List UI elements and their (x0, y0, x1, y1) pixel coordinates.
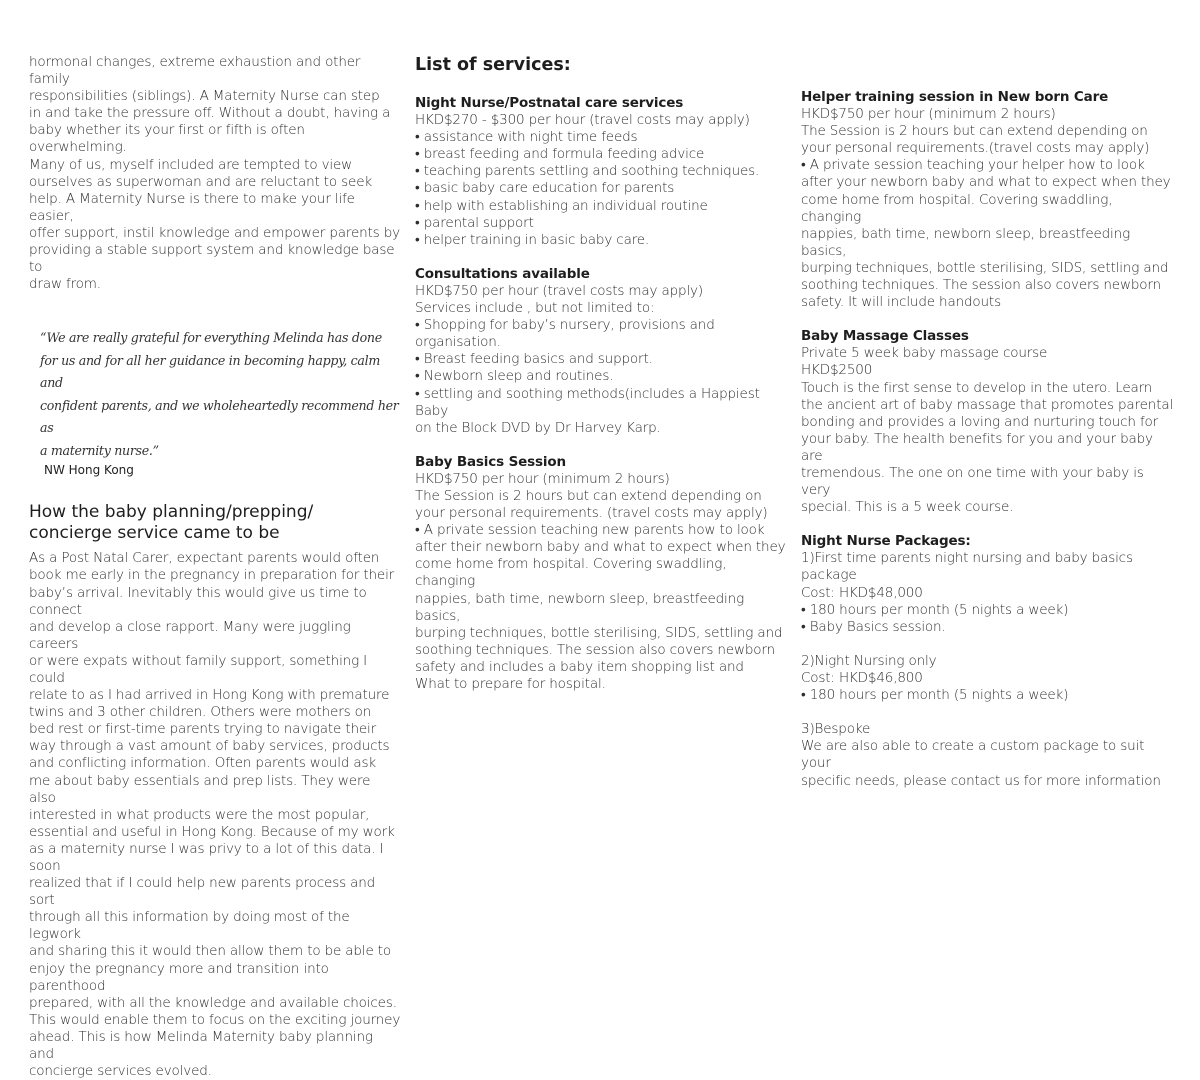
night-nurse-packages (801, 533, 1176, 789)
section-line: • Baby Basics session. (801, 618, 946, 635)
section-line: We are also able to create a custom package to suit your (801, 738, 1145, 772)
section-line: 1)First time parents night nursing and baby basics package (801, 550, 1133, 584)
left-column (29, 54, 401, 1080)
section-line: HKD$750 per hour (travel costs may apply) (415, 282, 704, 299)
intro-paragraph: hormonal changes, extreme exhaustion and other family responsibilities (siblings). A Maternity Nurse can step in and take the pressure off. Without a doubt, having a baby whether its your first or fifth is often overwhelming. Many of us, myself included are tempted to view ourselves as superwoman and are reluctant to seek help. A Maternity Nurse is there to make your life easier, offer support, instil knowledge and empower parents by providing a stable support system and knowledge base to draw from. (29, 54, 400, 293)
service-consultations (415, 266, 790, 437)
section-line: your personal requirements. (travel costs may apply) (415, 505, 768, 522)
section-line: nappies, bath time, newborn sleep, breastfeeding basics, (801, 225, 1131, 259)
section-title: Night Nurse Packages: (801, 533, 971, 550)
section-line: Cost: HKD$46,800 (801, 670, 923, 686)
section-line: • settling and soothing methods(includes a Happiest Baby (415, 385, 760, 419)
section-line: HKD$750 per hour (minimum 2 hours) (801, 106, 1056, 123)
section-line: nappies, bath time, newborn sleep, breastfeeding basics, (415, 590, 745, 624)
section-line: the ancient art of baby massage that promotes parental (801, 396, 1174, 413)
section-line: come home from hospital. Covering swaddling, changing (801, 191, 1113, 225)
section-line: What to prepare for hospital. (415, 676, 606, 692)
section-line: soothing techniques. The session also covers newborn (415, 641, 775, 658)
testimonial-quote: “We are really grateful for everything Melinda has done for us and for all her guidance in becoming happy, calm and confident parents, and we wholeheartedly recommend her as a maternity nurse.” (40, 330, 399, 458)
section-line: • 180 hours per month (5 nights a week) (801, 687, 1069, 704)
section-line: HKD$270 - $300 per hour (travel costs may apply) (415, 112, 750, 129)
section-line: bonding and provides a loving and nurturing touch for (801, 413, 1159, 430)
section-line: • A private session teaching new parents how to look (415, 522, 765, 539)
section-line: Private 5 week baby massage course (801, 345, 1048, 362)
story-heading: How the baby planning/prepping/ concierge service came to be (29, 502, 314, 544)
section-line: • A private session teaching your helper how to look (801, 157, 1145, 174)
right-column (801, 89, 1176, 807)
section-line: • teaching parents settling and soothing techniques. (415, 163, 760, 180)
section-title: Consultations available (415, 265, 590, 282)
section-line (801, 636, 1176, 653)
story-paragraph: As a Post Natal Carer, expectant parents would often book me early in the pregnancy in preparation for their baby’s arrival. Inevitably this would give us time to connect and develop a close rapport. Many were juggling careers or were expats without family support, something I could relate to as I had arrived in Hong Kong with premature twins and 3 other children. Others were mothers on bed rest or first-time parents trying to navigate their way through a vast amount of baby services, products and conflicting information. Often parents would ask me about baby essentials and prep lists. They were also interested in what products were the most popular, essential and useful in Hong Kong. Because of my work as a maternity nurse I was privy to a lot of this data. I soon realized that if I could help new parents process and sort through all this information by doing most of the legwork and sharing this it would then allow them to be able to enjoy the pregnancy more and transition into parenthood prepared, with all the knowledge and available choices. This would enable them to focus on the exciting journey ahead. This is how Melinda Maternity baby planning and concierge services evolved. (29, 550, 401, 1080)
service-night-nurse (415, 95, 790, 249)
service-baby-basics (415, 454, 790, 693)
section-line: • basic baby care education for parents (415, 180, 675, 197)
section-line: Touch is the first sense to develop in the utero. Learn (801, 379, 1153, 396)
section-line: HKD$2500 (801, 362, 873, 379)
section-line: The Session is 2 hours but can extend depending on (415, 487, 762, 504)
section-title: Baby Basics Session (415, 453, 566, 470)
section-line: • parental support (415, 214, 534, 231)
section-line: specific needs, please contact us for more information (801, 772, 1161, 789)
section-line: • breast feeding and formula feeding advice (415, 146, 705, 163)
section-line: The Session is 2 hours but can extend depending on (801, 123, 1148, 140)
section-title: Helper training session in New born Care (801, 89, 1109, 105)
section-line: come home from hospital. Covering swaddling, changing (415, 556, 727, 590)
service-helper-training (801, 89, 1176, 311)
section-line: after their newborn baby and what to expect when they (415, 539, 786, 556)
services-list-title: List of services: (415, 55, 571, 75)
section-line: 3)Bespoke (801, 721, 871, 738)
section-line: • help with establishing an individual routine (415, 197, 708, 214)
section-line (801, 704, 1176, 721)
section-line: safety. It will include handouts (801, 294, 1001, 311)
section-line: your personal requirements.(travel costs may apply) (801, 140, 1150, 157)
section-line: Cost: HKD$48,000 (801, 584, 923, 601)
section-title: Night Nurse/Postnatal care services (415, 95, 684, 111)
section-line: Services include , but not limited to: (415, 300, 655, 317)
section-line: • Shopping for baby’s nursery, provisions and organisation. (415, 317, 715, 351)
section-line: burping techniques, bottle sterilising, SIDS, settling and (801, 259, 1169, 276)
section-line: • assistance with night time feeds (415, 129, 638, 146)
middle-column (415, 54, 790, 710)
testimonial-attribution: NW Hong Kong (44, 463, 134, 478)
section-line: soothing techniques. The session also covers newborn (801, 277, 1161, 294)
section-line: safety and includes a baby item shopping list and (415, 658, 744, 675)
section-line: • 180 hours per month (5 nights a week) (801, 601, 1069, 618)
section-line: • Breast feeding basics and support. (415, 351, 653, 368)
section-line: • helper training in basic baby care. (415, 231, 650, 248)
service-baby-massage (801, 328, 1176, 516)
section-line: tremendous. The one on one time with your baby is very (801, 464, 1144, 499)
section-line: your baby. The health benefits for you and your baby are (801, 430, 1153, 464)
section-title: Baby Massage Classes (801, 328, 969, 345)
section-line: HKD$750 per hour (minimum 2 hours) (415, 470, 670, 487)
section-line: burping techniques, bottle sterilising, SIDS, settling and (415, 624, 783, 641)
section-line: after your newborn baby and what to expect when they (801, 174, 1171, 191)
section-line: • Newborn sleep and routines. (415, 368, 614, 385)
section-line: special. This is a 5 week course. (801, 499, 1014, 516)
section-line: on the Block DVD by Dr Harvey Karp. (415, 419, 661, 436)
section-line: 2)Night Nursing only (801, 652, 937, 669)
